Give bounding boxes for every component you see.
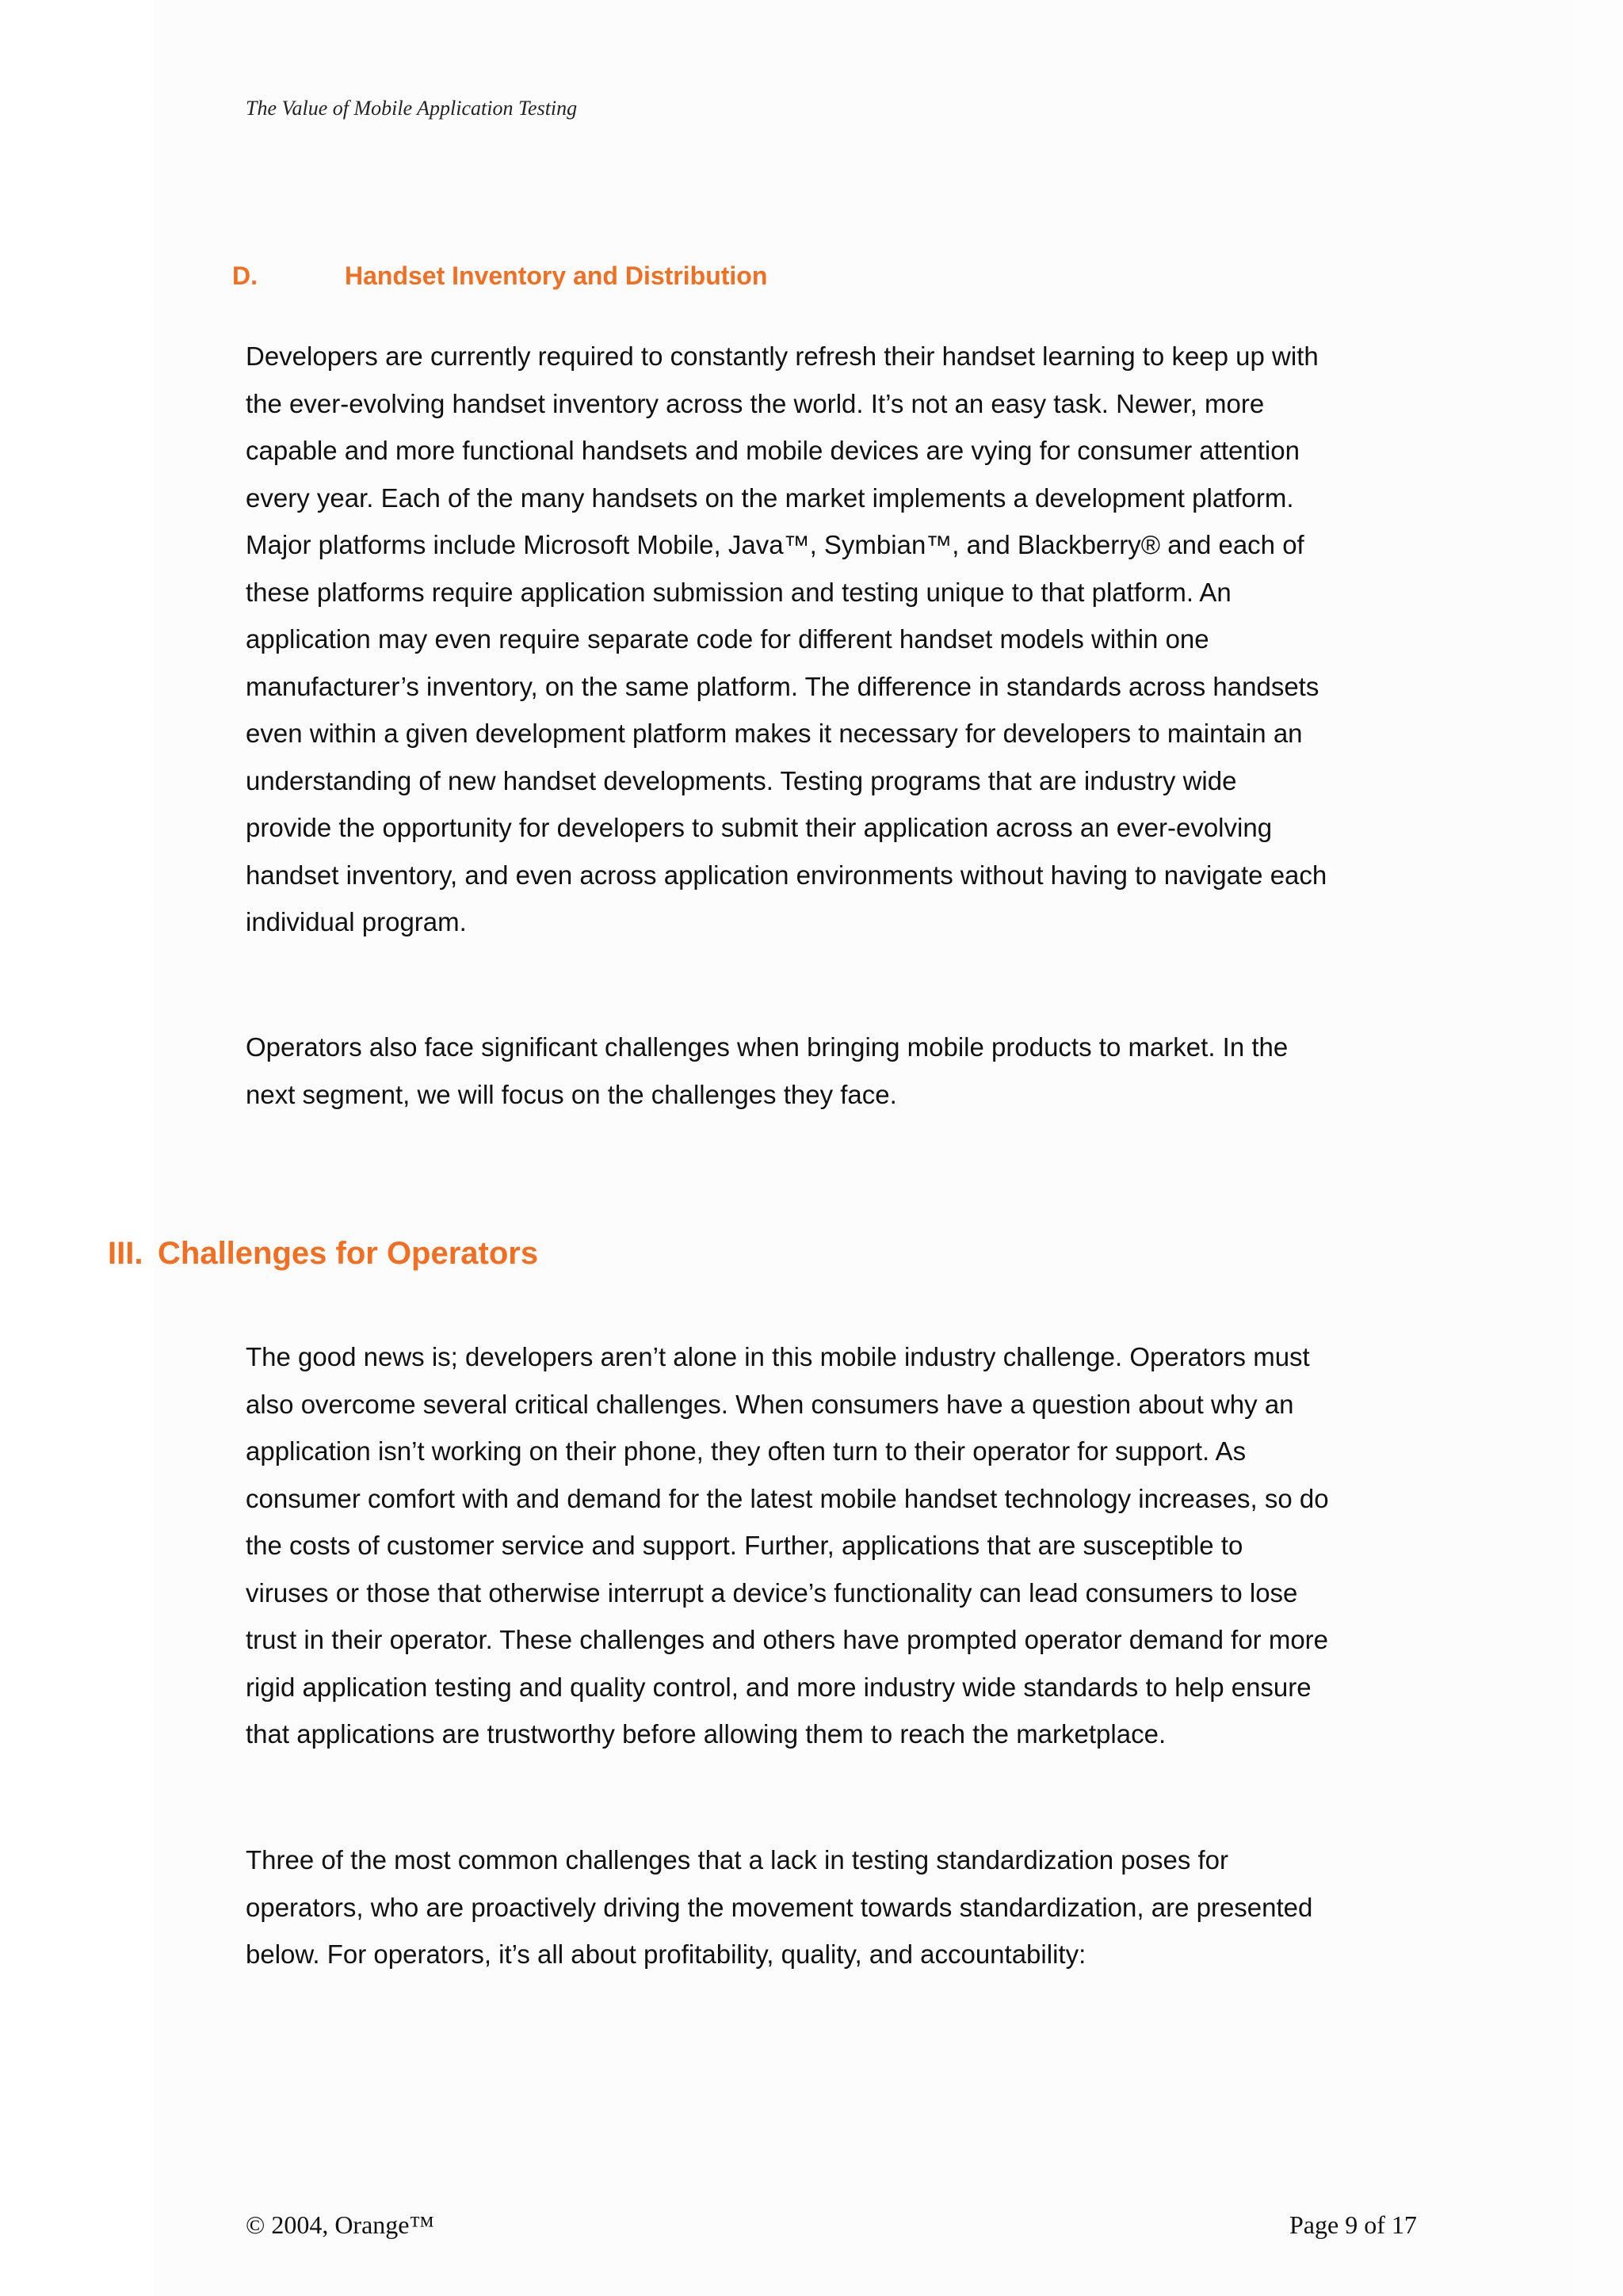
paragraph-line: that applications are trustworthy before allowing them to reach the marketplace.	[246, 1719, 1167, 1749]
paragraph-line: application may even require separate code for different handset models within one	[246, 624, 1209, 654]
paragraph-line: provide the opportunity for developers to submit their application across an ever-evolving	[246, 813, 1273, 842]
paragraph-line: capable and more functional handsets and mobile devices are vying for consumer attention	[246, 436, 1300, 465]
running-header: The Value of Mobile Application Testing	[246, 97, 578, 120]
paragraph-line: Developers are currently required to constantly refresh their handset learning to keep up with	[246, 341, 1319, 371]
paragraph-line: manufacturer’s inventory, on the same platform. The difference in standards across handsets	[246, 671, 1319, 701]
paragraph-line: every year. Each of the many handsets on the market implements a development platform.	[246, 482, 1294, 513]
footer-page-number: Page 9 of 17	[1289, 2210, 1417, 2239]
paragraph-line: Major platforms include Microsoft Mobile, Java™, Symbian™, and Blackberry® and each of	[246, 530, 1304, 559]
footer-copyright: © 2004, Orange™	[246, 2210, 434, 2239]
paragraph-line: The good news is; developers aren’t alone in this mobile industry challenge. Operators must	[246, 1342, 1310, 1371]
paragraph-line: trust in their operator. These challenges and others have prompted operator demand for more	[246, 1625, 1329, 1654]
paragraph-line: Operators also face significant challenges when bringing mobile products to market. In the	[246, 1032, 1289, 1062]
paragraph-line: operators, who are proactively driving the movement towards standardization, are presented	[246, 1892, 1313, 1922]
body-paragraph	[246, 333, 1387, 946]
paragraph-line: even within a given development platform makes it necessary for developers to maintain an	[246, 719, 1303, 748]
paragraph-line: consumer comfort with and demand for the latest mobile handset technology increases, so do	[246, 1483, 1329, 1513]
subsection-number: D.	[232, 261, 258, 290]
paragraph-line: these platforms require application submission and testing unique to that platform. An	[246, 577, 1232, 607]
paragraph-line: next segment, we will focus on the challenges they face.	[246, 1079, 897, 1109]
paragraph-line: individual program.	[246, 907, 467, 936]
section-title: Challenges for Operators	[158, 1236, 539, 1271]
paragraph-line: handset inventory, and even across application environments without having to navigate each	[246, 860, 1327, 890]
paragraph-line: Three of the most common challenges that a lack in testing standardization poses for	[246, 1845, 1228, 1875]
body-paragraph	[246, 1836, 1387, 1978]
body-paragraph	[246, 1024, 1387, 1118]
paragraph-line: the ever-evolving handset inventory across the world. It’s not an easy task. Newer, more	[246, 388, 1265, 418]
paragraph-line: rigid application testing and quality control, and more industry wide standards to help ensure	[246, 1672, 1312, 1702]
paragraph-line: below. For operators, it’s all about profitability, quality, and accountability:	[246, 1939, 1086, 1969]
section-number: III.	[108, 1236, 143, 1271]
paragraph-line: viruses or those that otherwise interrupt a device’s functionality can lead consumers to lose	[246, 1577, 1298, 1608]
paragraph-line: the costs of customer service and support. Further, applications that are susceptible to	[246, 1531, 1243, 1560]
paragraph-line: understanding of new handset developments. Testing programs that are industry wide	[246, 765, 1237, 795]
paragraph-line: application isn’t working on their phone, they often turn to their operator for support. As	[246, 1436, 1247, 1466]
paragraph-line: also overcome several critical challenges. When consumers have a question about why an	[246, 1389, 1294, 1419]
subsection-title: Handset Inventory and Distribution	[345, 261, 768, 290]
body-paragraph	[246, 1333, 1387, 1758]
